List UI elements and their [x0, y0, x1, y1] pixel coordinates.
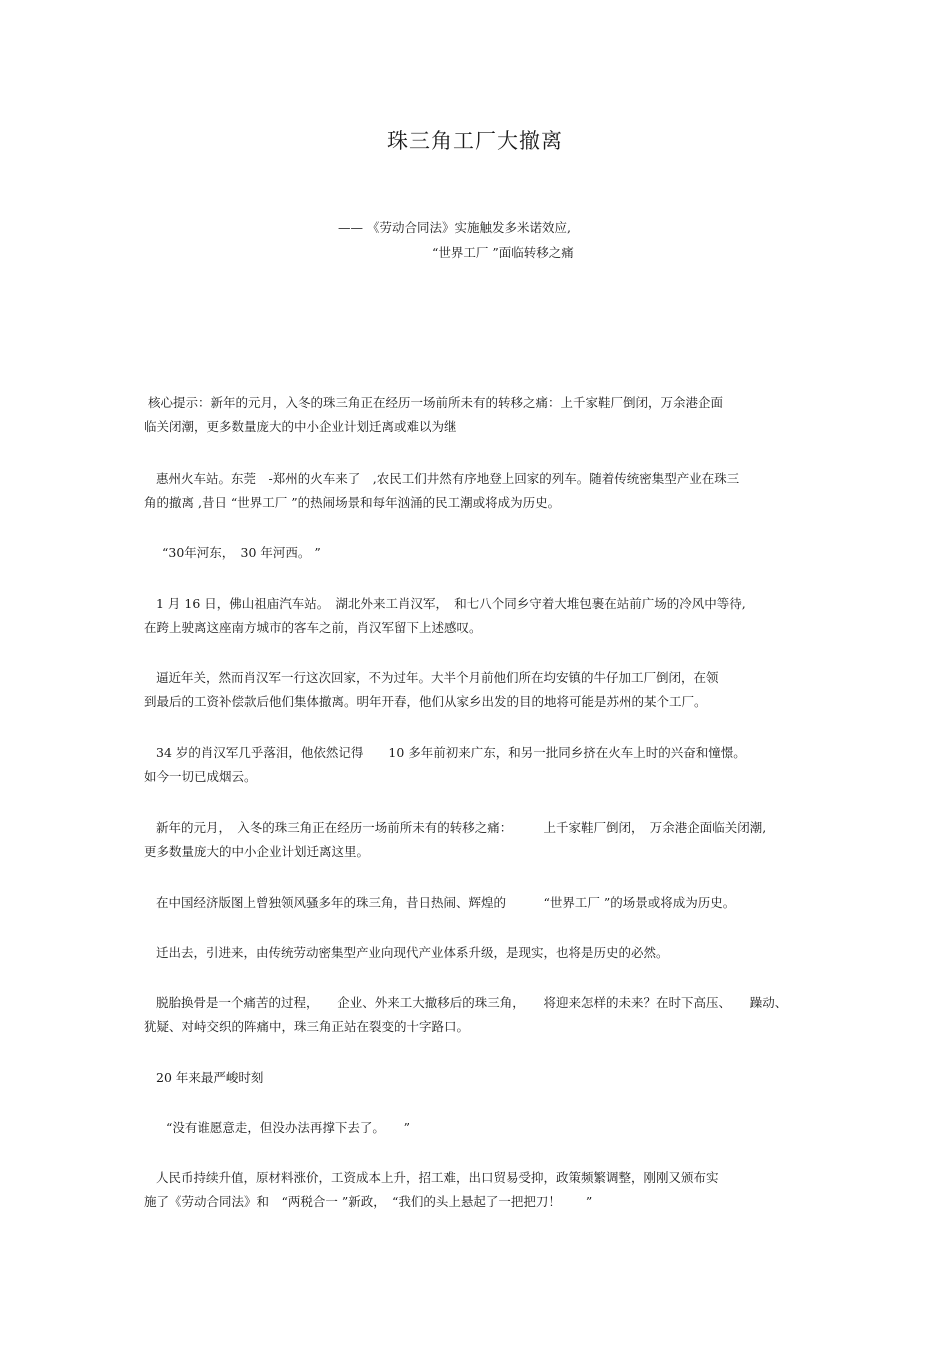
paragraph-line: 在跨上驶离这座南方城市的客车之前，肖汉军留下上述感叹。 [144, 620, 482, 635]
subtitle-line-2: “世界工厂 ”面临转移之痛 [432, 245, 574, 260]
paragraph-line: 34 岁的肖汉军几乎落泪，他依然记得 10 多年前初来广东，和另一批同乡挤在火车上时的兴奋和憧憬。 [156, 745, 746, 760]
section-heading [144, 1066, 814, 1090]
paragraph-line: 惠州火车站。东莞 -郑州的火车来了 ,农民工们井然有序地登上回家的列车。随着传统密集型产业在珠三 [156, 471, 740, 486]
paragraph-rmb-appreciation [144, 1166, 814, 1214]
paragraph-industry-upgrade [144, 941, 814, 965]
section-heading-text: 20 年来最严峻时刻 [156, 1070, 264, 1085]
paragraph-line: 角的撤离 ,昔日 “世界工厂 ”的热闹场景和每年汹涌的民工潮或将成为历史。 [144, 495, 561, 510]
paragraph-line: 核心提示：新年的元月，入冬的珠三角正在经历一场前所未有的转移之痛：上千家鞋厂倒闭，万余港企面 [148, 395, 724, 410]
paragraph-huizhou-station [144, 467, 814, 515]
paragraph-line: 脱胎换骨是一个痛苦的过程， 企业、外来工大撤移后的珠三角， 将迎来怎样的未来？在时下高压、 躁动、 [156, 995, 788, 1010]
paragraph-transfer-pain [144, 816, 814, 864]
paragraph-foshan-station [144, 592, 814, 640]
paragraph-line: 临关闭潮，更多数量庞大的中小企业计划迁离或难以为继 [144, 419, 457, 434]
paragraph-line: 在中国经济版图上曾独领风骚多年的珠三角，昔日热闹、辉煌的 “世界工厂 ”的场景或将成为历史。 [156, 895, 736, 910]
paragraph-line: 人民币持续升值，原材料涨价，工资成本上升，招工难，出口贸易受抑，政策频繁调整，刚刚又颁布实 [156, 1170, 719, 1185]
paragraph-quote-30-years [144, 541, 814, 565]
document-title: 珠三角工厂大撤离 [387, 129, 563, 153]
paragraph-line: 逼近年关，然而肖汉军一行这次回家，不为过年。大半个月前他们所在均安镇的牛仔加工厂倒闭，在领 [156, 670, 719, 685]
paragraph-line: 犹疑、对峙交织的阵痛中，珠三角正站在裂变的十字路口。 [144, 1019, 470, 1034]
paragraph-line: 1 月 16 日，佛山祖庙汽车站。 湖北外来工肖汉军， 和七八个同乡守着大堆包裹在站前广场的冷风中等待, [156, 596, 746, 611]
paragraph-line: “30年河东， 30 年河西。 ” [162, 545, 321, 560]
paragraph-transformation [144, 991, 814, 1039]
paragraph-economic-map [144, 891, 814, 915]
paragraph-line: 施了《劳动合同法》和 “两税合一 ”新政， “我们的头上悬起了一把把刀！ ” [144, 1194, 593, 1209]
paragraph-line: 到最后的工资补偿款后他们集体撤离。明年开春，他们从家乡出发的目的地将可能是苏州的某个工厂。 [144, 694, 707, 709]
paragraph-line: “没有谁愿意走，但没办法再撑下去了。 ” [166, 1120, 411, 1135]
paragraph-new-year-return [144, 666, 814, 714]
paragraph-line: 迁出去，引进来，由传统劳动密集型产业向现代产业体系升级，是现实，也将是历史的必然。 [156, 945, 669, 960]
paragraph-core-summary [144, 391, 814, 439]
paragraph-line: 如今一切已成烟云。 [144, 769, 257, 784]
subtitle-line-1: —— 《劳动合同法》实施触发多米诺效应, [338, 220, 571, 235]
paragraph-quote-no-one [144, 1116, 814, 1140]
paragraph-line: 新年的元月， 入冬的珠三角正在经历一场前所未有的转移之痛： 上千家鞋厂倒闭， 万余港企面临关闭潮, [156, 820, 767, 835]
paragraph-memories [144, 741, 814, 789]
paragraph-line: 更多数量庞大的中小企业计划迁离这里。 [144, 844, 370, 859]
